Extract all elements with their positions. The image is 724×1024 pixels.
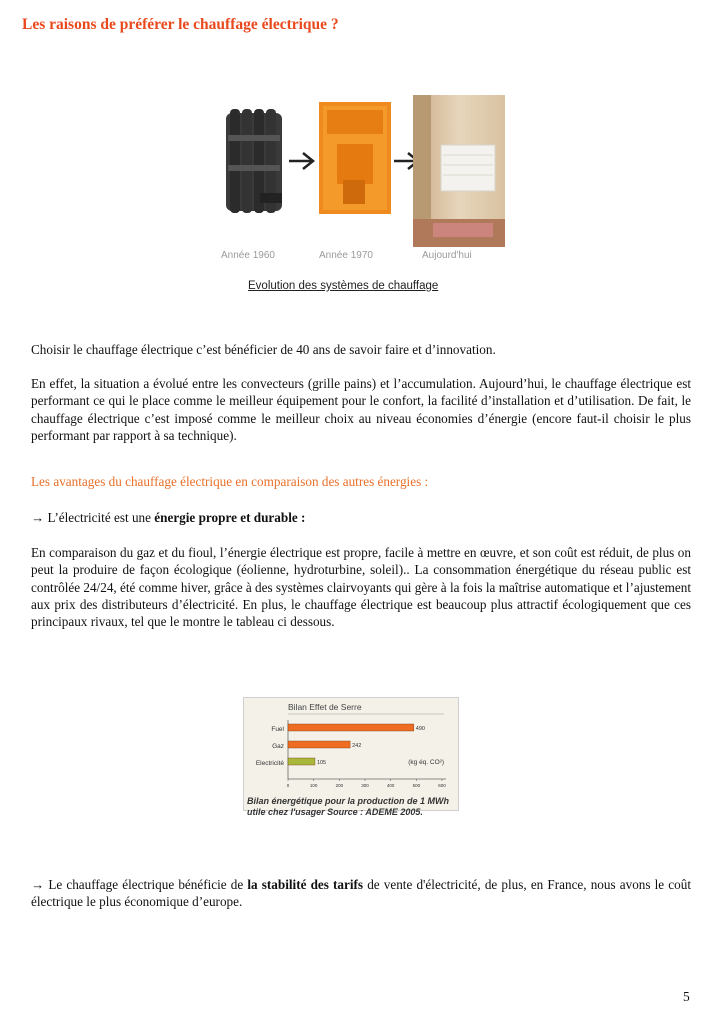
- arrow-right-icon: [287, 150, 317, 172]
- point-tariff-bold: la stabilité des tarifs: [247, 877, 364, 892]
- chart-x-tick-label: 600: [438, 783, 446, 788]
- section-heading: Les avantages du chauffage électrique en comparaison des autres énergies :: [31, 474, 429, 489]
- heating-evolution-figure: [215, 95, 505, 300]
- paragraph-evolution: En effet, la situation a évolué entre les convecteurs (grille pains) et l’accumulation. Aujourd’hui, le chauffage électrique est performant ce qui le place comme le meilleur équipement pour le confort, la facilité d’installation et d’utilisation. De fait, le chauffage électrique c’est imposé comme le meilleur choix au niveau économies d’énergie (encore faut-il choisir le plus performant par rapport à sa technique).: [31, 376, 691, 443]
- chart-category-label: Fuel: [271, 726, 284, 733]
- point-clean-energy: [31, 509, 691, 526]
- chart-x-tick-label: 100: [309, 783, 318, 788]
- paragraph-intro: Choisir le chauffage électrique c’est bénéficier de 40 ans de savoir faire et d’innovation.: [31, 342, 496, 357]
- page-number: 5: [683, 989, 690, 1004]
- point-tariff-stability: [31, 876, 691, 911]
- point-tariff-prefix: → Le chauffage électrique bénéficie de: [31, 877, 248, 892]
- chart-value-label: 490: [415, 726, 425, 732]
- chart-value-label: 242: [352, 743, 362, 749]
- point-clean-energy-text: → L’électricité est une: [31, 510, 155, 525]
- point-tariff-suffix: de vente d'électricité, de plus, en France, nous avons le coût électrique le plus économique d’europe.: [31, 877, 691, 910]
- chart-category-label: Electricité: [255, 760, 284, 767]
- greenhouse-chart-svg: [244, 698, 458, 790]
- modern-convector-image: [413, 95, 505, 247]
- chart-caption: Bilan énergétique pour la production de 1 MWh utile chez l'usager Source : ADEME 2005.: [247, 796, 450, 817]
- chart-bar: [288, 741, 350, 748]
- label-1960: Année 1960: [221, 250, 275, 261]
- chart-title: Bilan Effet de Serre: [288, 702, 362, 712]
- oil-boiler-image: [317, 100, 395, 222]
- greenhouse-chart: [243, 697, 459, 811]
- page-title: Les raisons de préférer le chauffage électrique ?: [22, 16, 339, 33]
- point-clean-energy-bold: énergie propre et durable :: [154, 510, 306, 525]
- chart-x-tick-label: 200: [335, 783, 344, 788]
- figure-caption: Evolution des systèmes de chauffage: [248, 280, 439, 292]
- label-1970: Année 1970: [319, 250, 373, 261]
- chart-x-tick-label: 400: [386, 783, 395, 788]
- chart-x-tick-label: 0: [286, 783, 290, 788]
- paragraph-comparison: En comparaison du gaz et du fioul, l’énergie électrique est propre, facile à mettre en œuvre, et son coût est réduit, de plus on peut la produire de façon écologique (éolienne, hydroturbine, soleil).. La consommation énergétique du réseau public est contrôlée 24/24, été comme hiver, grâce à des systèmes clairvoyants qui gère à la fois la maîtrise automatique et l’ajustement aux prix des distributeurs d’électricité. En plus, le chauffage électrique est beaucoup plus attractif écologiquement que ces principaux rivaux, tel que le montre le tableau ci dessous.: [31, 545, 691, 630]
- chart-unit-label: (kg éq. CO²): [408, 759, 444, 766]
- cast-iron-radiator-image: [220, 105, 290, 220]
- chart-bar: [288, 758, 315, 765]
- chart-bar: [288, 724, 414, 731]
- chart-x-tick-label: 300: [361, 783, 369, 788]
- label-today: Aujourd'hui: [422, 250, 472, 261]
- chart-category-label: Gaz: [272, 743, 284, 750]
- chart-value-label: 105: [316, 760, 327, 766]
- chart-x-tick-label: 500: [412, 783, 421, 788]
